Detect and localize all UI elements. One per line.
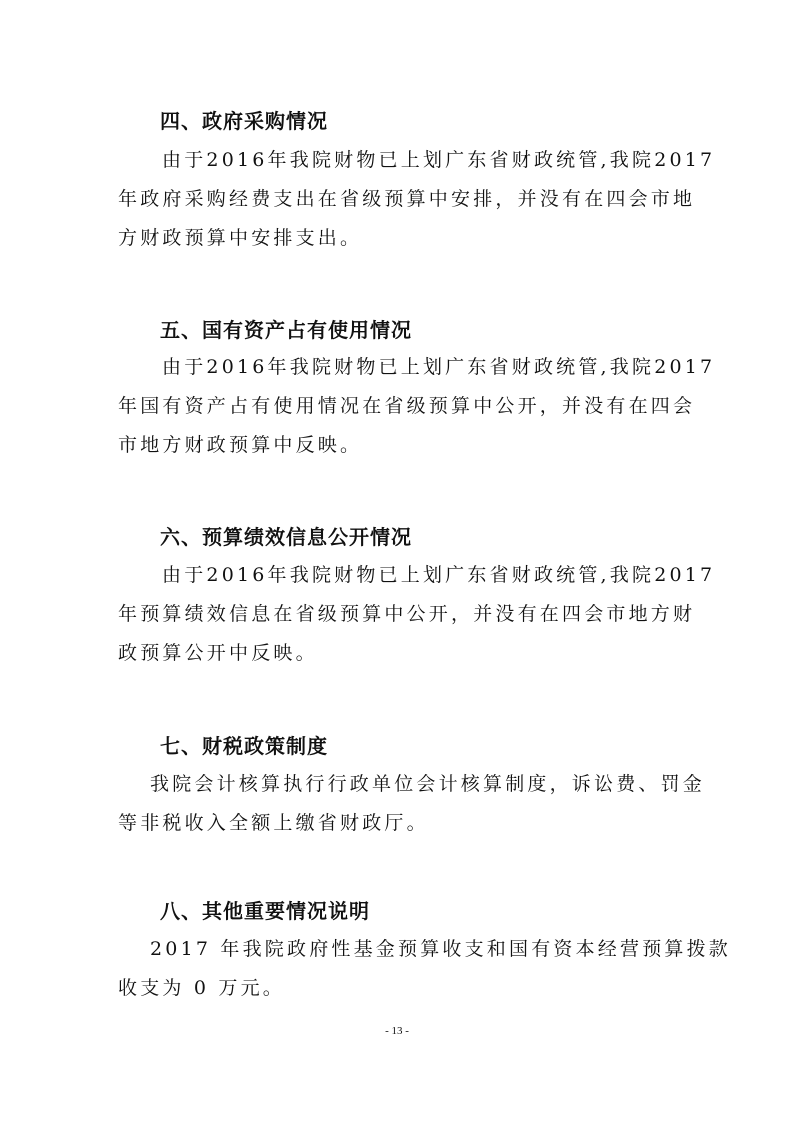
paragraph-line: 由于2016年我院财物已上划广东省财政统管,我院2017 bbox=[162, 149, 716, 171]
paragraph-line: 政预算公开中反映。 bbox=[118, 642, 318, 664]
paragraph-line: 年预算绩效信息在省级预算中公开，并没有在四会市地方财 bbox=[118, 603, 696, 625]
paragraph-line: 年国有资产占有使用情况在省级预算中公开，并没有在四会 bbox=[118, 395, 696, 417]
paragraph-line: 等非税收入全额上缴省财政厅。 bbox=[118, 812, 429, 834]
paragraph-line: 年政府采购经费支出在省级预算中安排，并没有在四会市地 bbox=[118, 188, 696, 210]
paragraph-line: 2017 年我院政府性基金预算收支和国有资本经营预算拨款 bbox=[150, 938, 731, 960]
section-heading-other-notes: 八、其他重要情况说明 bbox=[160, 899, 370, 923]
paragraph-line: 由于2016年我院财物已上划广东省财政统管,我院2017 bbox=[162, 356, 716, 378]
paragraph-line: 由于2016年我院财物已上划广东省财政统管,我院2017 bbox=[162, 564, 716, 586]
section-heading-performance: 六、预算绩效信息公开情况 bbox=[160, 525, 412, 549]
section-heading-procurement: 四、政府采购情况 bbox=[160, 109, 328, 133]
section-heading-tax-policy: 七、财税政策制度 bbox=[160, 734, 328, 758]
paragraph-line: 我院会计核算执行行政单位会计核算制度，诉讼费、罚金 bbox=[150, 773, 706, 795]
page-number: - 13 - bbox=[385, 1025, 409, 1037]
section-heading-state-assets: 五、国有资产占有使用情况 bbox=[160, 318, 412, 342]
paragraph-line: 市地方财政预算中反映。 bbox=[118, 434, 363, 456]
paragraph-line: 收支为 0 万元。 bbox=[118, 977, 285, 999]
paragraph-line: 方财政预算中安排支出。 bbox=[118, 227, 363, 249]
